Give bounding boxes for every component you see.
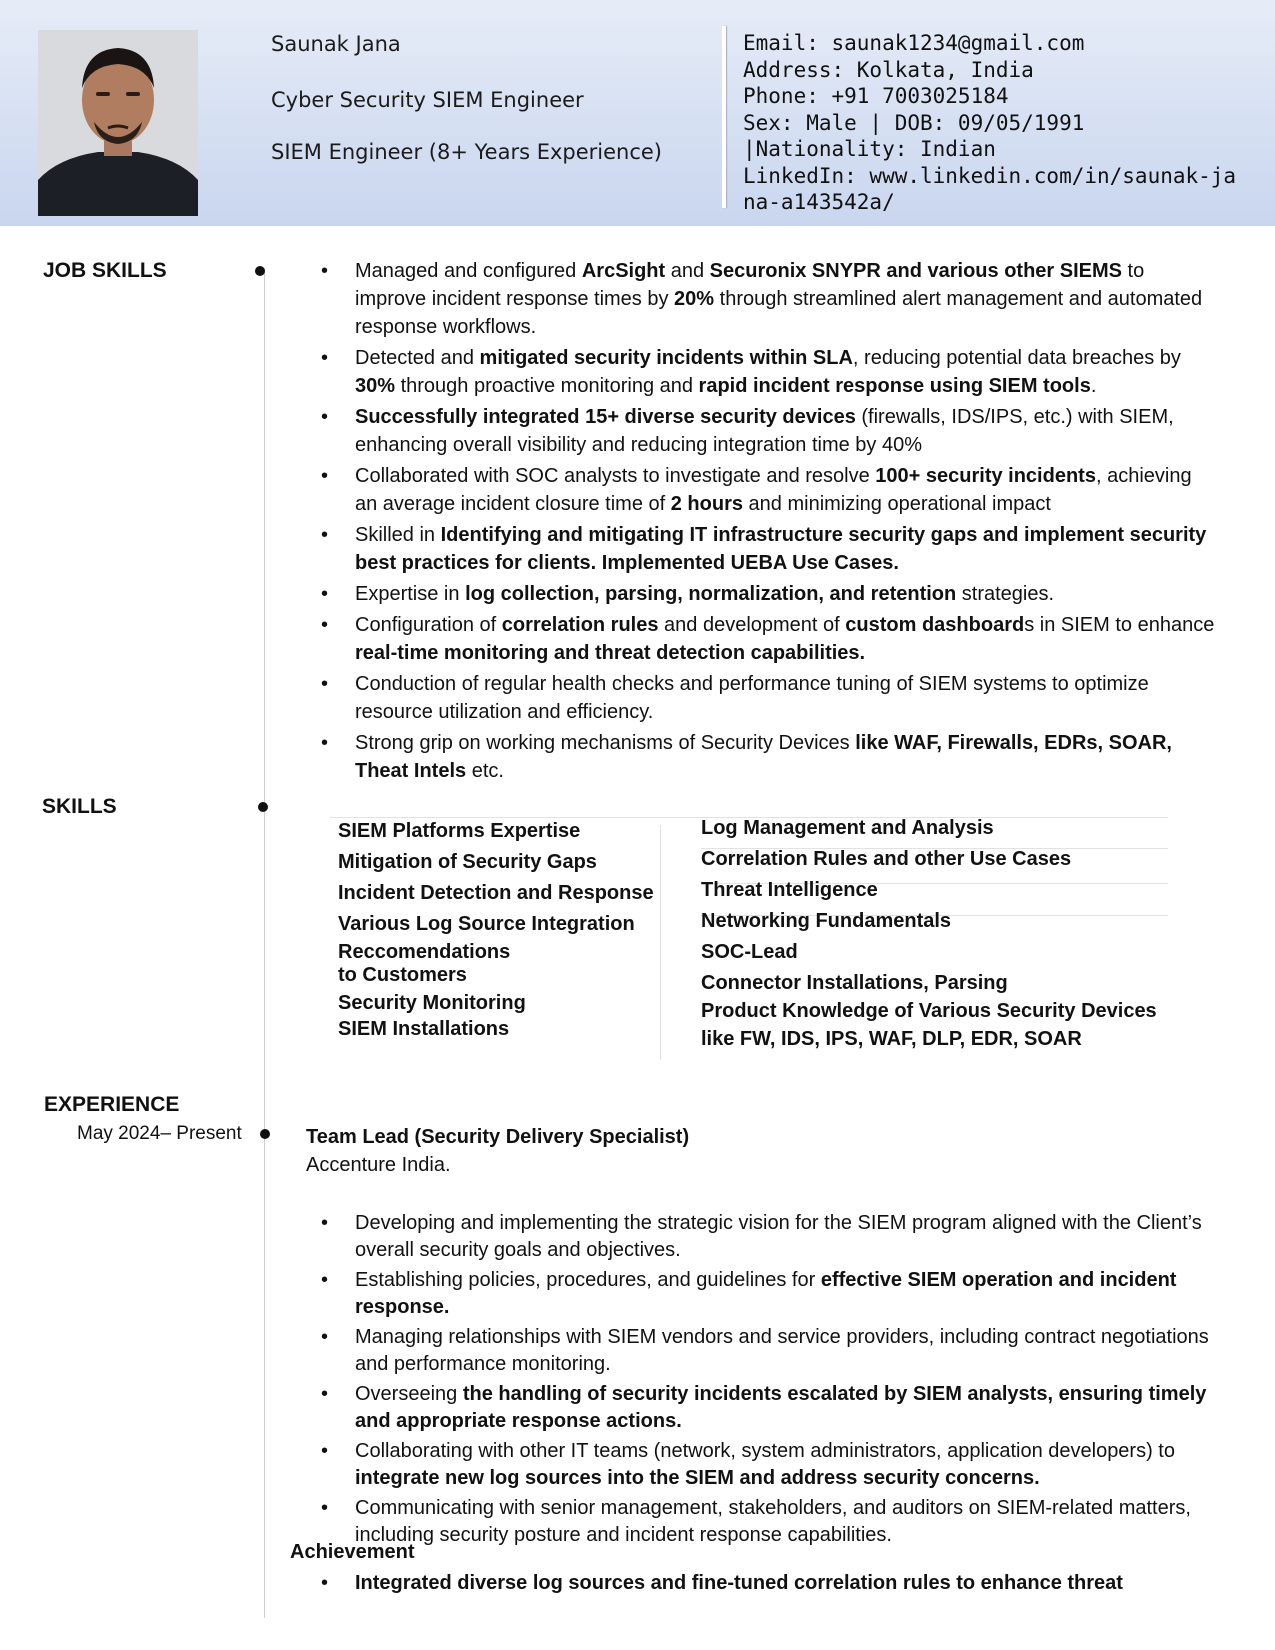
- resume-header: [0, 0, 1275, 226]
- timeline-dot-job-skills: [255, 266, 265, 276]
- bullet-text-bold: custom dashboard: [845, 614, 1025, 636]
- bullet-text: Managing relationships with SIEM vendors and service providers, including contract negotiations and performance monitoring.: [355, 1326, 1209, 1375]
- skill-item: Correlation Rules and other Use Cases: [701, 848, 1072, 870]
- profile-photo: [38, 30, 198, 216]
- bullet-item: [321, 611, 1215, 667]
- bullet-text-bold: 2 hours: [670, 493, 743, 515]
- skill-item: Connector Installations, Parsing: [701, 972, 1008, 994]
- bullet-dot-icon: •: [321, 614, 329, 636]
- candidate-subtitle: SIEM Engineer (8+ Years Experience): [271, 140, 662, 164]
- bullet-text: strategies.: [956, 583, 1055, 605]
- bullet-text: and development of: [658, 614, 846, 636]
- bullet-text: .: [1090, 375, 1097, 397]
- bullet-text: Strong grip on working mechanisms of Security Devices: [355, 732, 856, 754]
- bullet-text: Overseeing: [355, 1383, 463, 1405]
- bullet-dot-icon: •: [321, 583, 329, 605]
- bullet-text-bold: the handling of security incidents escalated by SIEM analysts, ensuring timely and appropriate response actions.: [355, 1383, 1207, 1432]
- bullet-text-bold: effective SIEM operation and incident response.: [355, 1269, 1177, 1318]
- bullet-text-bold: like WAF, Firewalls, EDRs, SOAR, Theat Intels: [355, 732, 1172, 782]
- bullet-text-bold: Securonix SNYPR and various other SIEMS: [709, 260, 1122, 282]
- skill-item: SOC-Lead: [701, 941, 798, 963]
- bullet-text: and minimizing operational impact: [742, 493, 1051, 515]
- bullet-dot-icon: •: [321, 732, 329, 754]
- bullet-text-bold: 30%: [355, 375, 396, 397]
- skill-item: Various Log Source Integration: [338, 913, 635, 935]
- bullet-text: Expertise in: [355, 583, 466, 605]
- bullet-text: through streamlined alert management and automated response workflows.: [355, 288, 1203, 338]
- bullet-dot-icon: •: [321, 1269, 329, 1291]
- bullet-dot-icon: •: [321, 524, 329, 546]
- candidate-name: Saunak Jana: [271, 32, 401, 56]
- skill-item: SIEM Installations: [338, 1018, 510, 1040]
- job-role: Team Lead (Security Delivery Specialist): [306, 1126, 690, 1148]
- skill-item: Reccomendations to Customers: [338, 941, 511, 986]
- bullet-dot-icon: •: [321, 406, 329, 428]
- achievement-heading: Achievement: [290, 1541, 415, 1563]
- bullet-text: Collaborating with other IT teams (network, system administrators, application developers) to: [355, 1440, 1175, 1462]
- bullet-item: [321, 1210, 1215, 1264]
- bullet-dot-icon: •: [321, 1326, 329, 1348]
- bullet-text-bold: integrate new log sources into the SIEM and address security concerns.: [355, 1467, 1040, 1489]
- bullet-dot-icon: •: [321, 673, 329, 695]
- bullet-text: Skilled in: [355, 524, 441, 546]
- bullet-item: [321, 1267, 1215, 1321]
- achievement-bullets: [321, 1569, 1215, 1600]
- bullet-text-bold: real-time monitoring and threat detection capabilities.: [355, 642, 866, 664]
- bullet-text: s in SIEM to enhance: [1024, 614, 1215, 636]
- bullet-text-bold: 100+ security incidents: [875, 465, 1096, 487]
- contact-block: [743, 30, 1243, 216]
- bullet-item: [321, 670, 1215, 726]
- bullet-item: [321, 344, 1215, 400]
- bullet-text: Conduction of regular health checks and performance tuning of SIEM systems to optimize resource utilization and efficiency.: [355, 673, 1149, 723]
- bullet-dot-icon: •: [321, 1383, 329, 1405]
- bullet-item: [321, 1438, 1215, 1492]
- bullet-text: Developing and implementing the strategic vision for the SIEM program aligned with the Client’s overall security goals and objectives.: [355, 1212, 1202, 1261]
- bullet-dot-icon: •: [321, 1212, 329, 1234]
- bullet-text: Configuration of: [355, 614, 502, 636]
- bullet-dot-icon: •: [321, 465, 329, 487]
- skill-item: Log Management and Analysis: [701, 817, 994, 839]
- bullet-dot-icon: •: [321, 347, 329, 369]
- bullet-text: through proactive monitoring and: [395, 375, 699, 397]
- section-heading-skills: SKILLS: [42, 795, 117, 818]
- contact-phone: Phone: +91 7003025184: [743, 84, 1009, 108]
- experience-bullets: [321, 1210, 1215, 1552]
- skill-item: Threat Intelligence: [701, 879, 878, 901]
- bullet-text-bold: Integrated diverse log sources and fine-tuned correlation rules to enhance threat: [355, 1572, 1123, 1594]
- candidate-title: Cyber Security SIEM Engineer: [271, 88, 584, 112]
- skills-column-divider: [660, 825, 661, 1060]
- skill-item: SIEM Platforms Expertise: [338, 820, 581, 842]
- section-heading-job-skills: JOB SKILLS: [43, 259, 167, 282]
- header-divider: [722, 26, 726, 208]
- section-heading-experience: EXPERIENCE: [44, 1093, 180, 1116]
- bullet-text: Managed and configured: [355, 260, 582, 282]
- bullet-item: [321, 521, 1215, 577]
- bullet-item: [321, 729, 1215, 785]
- bullet-item: [321, 1569, 1215, 1597]
- job-skills-list: [321, 257, 1215, 788]
- bullet-dot-icon: •: [321, 260, 329, 282]
- bullet-text-bold: correlation rules: [501, 614, 659, 636]
- skills-column-left: [338, 815, 658, 1043]
- bullet-text: (firewalls, IDS/IPS, etc.) with SIEM, enhancing overall visibility and reducing integration time by 40%: [355, 406, 1174, 456]
- bullet-text: Communicating with senior management, stakeholders, and auditors on SIEM-related matters, including security posture and incident response capabilities.: [355, 1497, 1191, 1546]
- bullet-dot-icon: •: [321, 1440, 329, 1462]
- bullet-dot-icon: •: [321, 1497, 329, 1519]
- skills-column-right: [701, 815, 1171, 1053]
- bullet-text: Collaborated with SOC analysts to investigate and resolve: [355, 465, 876, 487]
- bullet-text-bold: mitigated security incidents within SLA: [479, 347, 853, 369]
- bullet-text: Detected and: [355, 347, 480, 369]
- bullet-text-bold: ArcSight: [581, 260, 666, 282]
- bullet-item: [321, 257, 1215, 341]
- bullet-item: [321, 580, 1215, 608]
- bullet-item: [321, 462, 1215, 518]
- bullet-text-bold: log collection, parsing, normalization, and retention: [465, 583, 957, 605]
- bullet-dot-icon: •: [321, 1572, 329, 1594]
- bullet-text: to improve incident response times by: [355, 260, 1145, 310]
- bullet-text-bold: Identifying and mitigating IT infrastructure security gaps and implement security best practices for clients. Implemented UEBA Use Cases.: [355, 524, 1207, 574]
- timeline-dot-experience: [260, 1129, 270, 1139]
- bullet-item: [321, 403, 1215, 459]
- job-company: Accenture India.: [306, 1154, 451, 1176]
- contact-personal: Sex: Male | DOB: 09/05/1991 |Nationality: Indian: [743, 110, 1085, 161]
- bullet-text: , reducing potential data breaches by: [852, 347, 1181, 369]
- bullet-text: and: [665, 260, 710, 282]
- timeline-dot-skills: [258, 802, 268, 812]
- skill-item: Product Knowledge of Various Security Devices like FW, IDS, IPS, WAF, DLP, EDR, SOAR: [701, 1000, 1157, 1050]
- skill-item: Security Monitoring: [338, 992, 526, 1014]
- skill-item: Networking Fundamentals: [701, 910, 952, 932]
- bullet-text-bold: Successfully integrated 15+ diverse security devices: [355, 406, 856, 428]
- bullet-text-bold: 20%: [674, 288, 715, 310]
- contact-linkedin[interactable]: LinkedIn: www.linkedin.com/in/saunak-jana-a143542a/: [743, 163, 1237, 214]
- bullet-item: [321, 1381, 1215, 1435]
- timeline-line: [264, 268, 265, 1618]
- skill-item: Incident Detection and Response: [338, 882, 654, 904]
- experience-date: May 2024– Present: [77, 1123, 242, 1144]
- bullet-item: [321, 1324, 1215, 1378]
- contact-address: Address: Kolkata, India: [743, 57, 1034, 82]
- contact-email[interactable]: Email: saunak1234@gmail.com: [743, 31, 1085, 55]
- skill-item: Mitigation of Security Gaps: [338, 851, 597, 873]
- bullet-item: [321, 1495, 1215, 1549]
- bullet-text: , achieving an average incident closure time of: [355, 465, 1192, 515]
- bullet-text-bold: rapid incident response using SIEM tools: [698, 375, 1091, 397]
- person-portrait-icon: [38, 30, 198, 216]
- bullet-text: Establishing policies, procedures, and guidelines for: [355, 1269, 821, 1291]
- bullet-text: etc.: [466, 760, 504, 782]
